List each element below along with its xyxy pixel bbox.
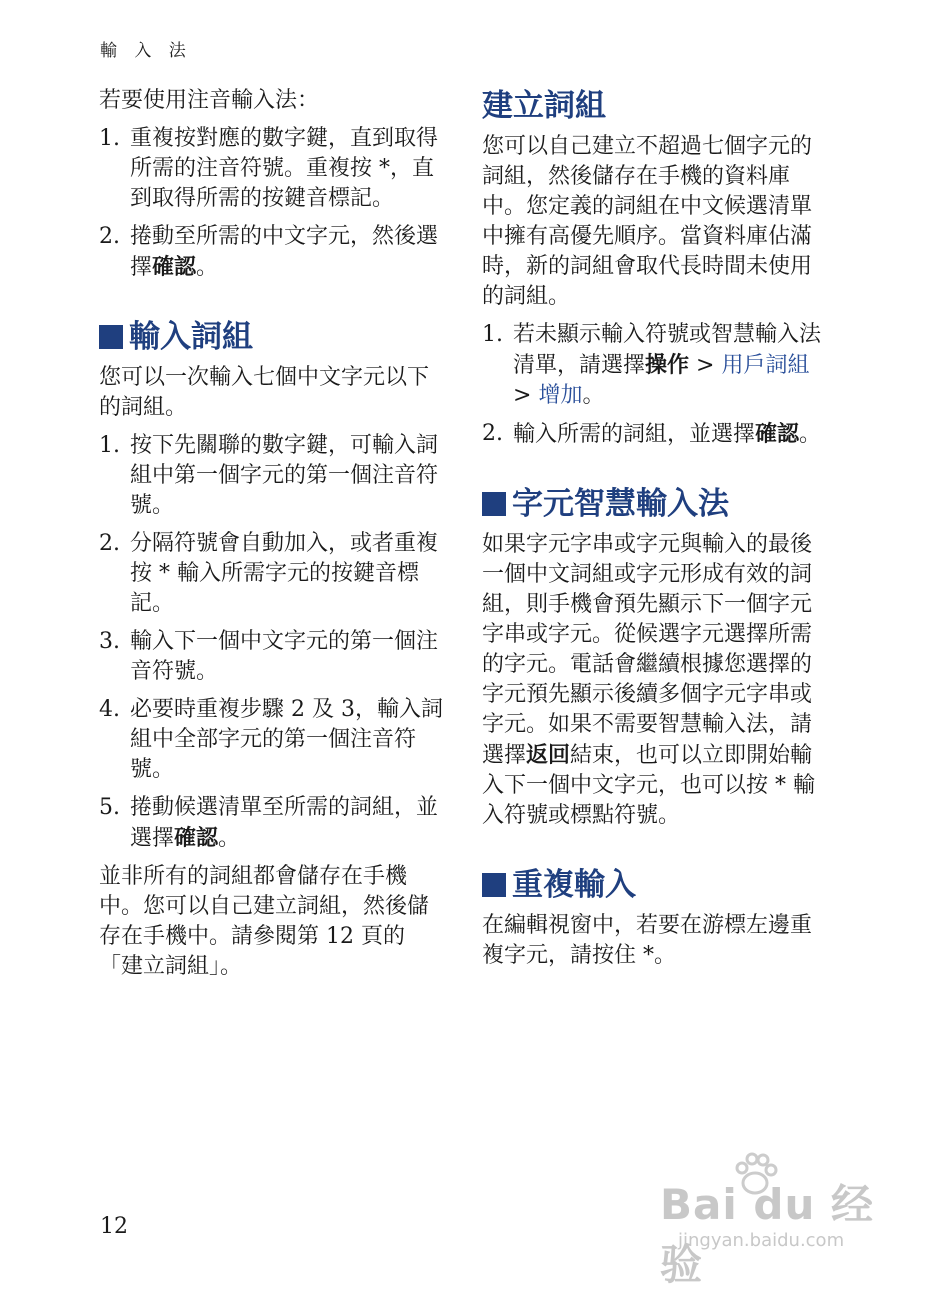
path-separator: > [513,383,539,408]
section-heading-create-phrase [482,86,832,126]
step-number: 1. [99,126,120,151]
list-item [99,222,449,283]
page-number: 12 [100,1214,128,1239]
section-intro: 您可以一次輸入七個中文字元以下的詞組。 [99,365,430,420]
square-bullet-icon [482,492,506,516]
square-bullet-icon [99,325,123,349]
step-text-post: 。 [582,383,605,408]
smart-text-post: 結束，也可以立即開始輸入下一個中文字元，也可以按 * 輸入符號或標點符號。 [482,743,815,828]
list-item [99,627,449,687]
step-text-post: 。 [218,826,241,851]
section-title: 重複輸入 [512,867,636,903]
step-text: 按下先關聯的數字鍵，可輸入詞組中第一個字元的第一個注音符號。 [130,433,439,518]
note-text: 並非所有的詞組都會儲存在手機中。您可以自己建立詞組，然後儲存在手機中。請參閱第 12 頁的 「建立詞組」。 [99,864,430,979]
step-number: 2. [99,224,120,249]
step-number: 1. [99,433,120,458]
confirm-bold-label: 確認 [152,254,197,280]
intro-steps-list [99,124,449,283]
baidu-watermark [660,1150,880,1289]
right-column [482,86,832,979]
step-text [130,793,449,854]
list-item [482,419,832,450]
section-heading-smart-input [482,484,832,524]
list-item [99,793,449,854]
step-number: 2. [99,531,120,556]
section-intro: 您可以自己建立不超過七個字元的詞組，然後儲存在手機的資料庫中。您定義的詞組在中文候選清單中擁有高優先順序。當資料庫佔滿時，新的詞組會取代長時間未使用的詞組。 [482,134,813,309]
back-bold-label: 返回 [526,742,571,768]
intro-text: 若要使用注音輸入法： [99,88,320,113]
step-text [130,222,449,283]
step-text: 分隔符號會自動加入，或者重複按 * 輸入所需字元的按鍵音標記。 [130,531,439,616]
list-item [99,529,449,619]
operation-bold-label: 操作 [645,352,690,378]
section-heading-repeat-input [482,865,832,905]
smart-input-text [482,530,832,831]
watermark-logo: Bai du 经验 [660,1180,874,1289]
user-phrase-link[interactable]: 用戶詞組 [721,353,810,378]
left-column [99,86,449,990]
repeat-input-text: 在編輯視窗中，若要在游標左邊重複字元，請按住 *。 [482,913,813,968]
section-title: 建立詞組 [482,88,606,124]
section-title: 字元智慧輸入法 [512,486,729,522]
step-number: 1. [482,322,503,347]
section-title: 輸入詞組 [129,319,253,355]
step-number: 4. [99,697,120,722]
step-number: 3. [99,629,120,654]
step-text-pre: 若未顯示輸入符號或智慧輸入法清單，請選擇 [513,322,822,378]
step-text-pre: 捲動候選清單至所需的詞組，並選擇 [130,795,439,851]
confirm-bold-label: 確認 [174,825,219,851]
list-item [99,431,449,521]
list-item [99,695,449,785]
step-number: 5. [99,795,120,820]
add-link[interactable]: 增加 [538,383,583,408]
step-text [513,419,832,450]
confirm-bold-label: 確認 [755,421,800,447]
step-text: 輸入下一個中文字元的第一個注音符號。 [130,629,439,684]
list-item [482,320,832,411]
path-separator: > [689,353,722,378]
smart-text-pre: 如果字元字串或字元與輸入的最後一個中文詞組或字元形成有效的詞組，則手機會預先顯示下一個字元字串或字元。從候選字元選擇所需的字元。電話會繼續根據您選擇的字元預先顯示後續多個字元字串或字元。如果不需要智慧輸入法，請選擇 [482,532,813,768]
step-text-pre: 捲動至所需的中文字元，然後選擇 [130,224,439,280]
step-text-post: 。 [196,255,219,280]
step-text: 必要時重複步驟 2 及 3，輸入詞組中全部字元的第一個注音符號。 [130,697,443,782]
create-steps-list [482,320,832,450]
square-bullet-icon [482,873,506,897]
watermark-url: jingyan.baidu.com [678,1230,845,1251]
step-number: 2. [482,421,503,446]
section-heading-input-phrase [99,317,449,357]
step-text [513,320,832,411]
running-head: 輸 入 法 [100,41,192,61]
phrase-steps-list [99,431,449,854]
step-text-pre: 輸入所需的詞組，並選擇 [513,422,756,447]
step-text: 重複按對應的數字鍵，直到取得所需的注音符號。重複按 *，直到取得所需的按鍵音標記。 [130,126,439,211]
list-item [99,124,449,214]
step-text-post: 。 [799,422,822,447]
